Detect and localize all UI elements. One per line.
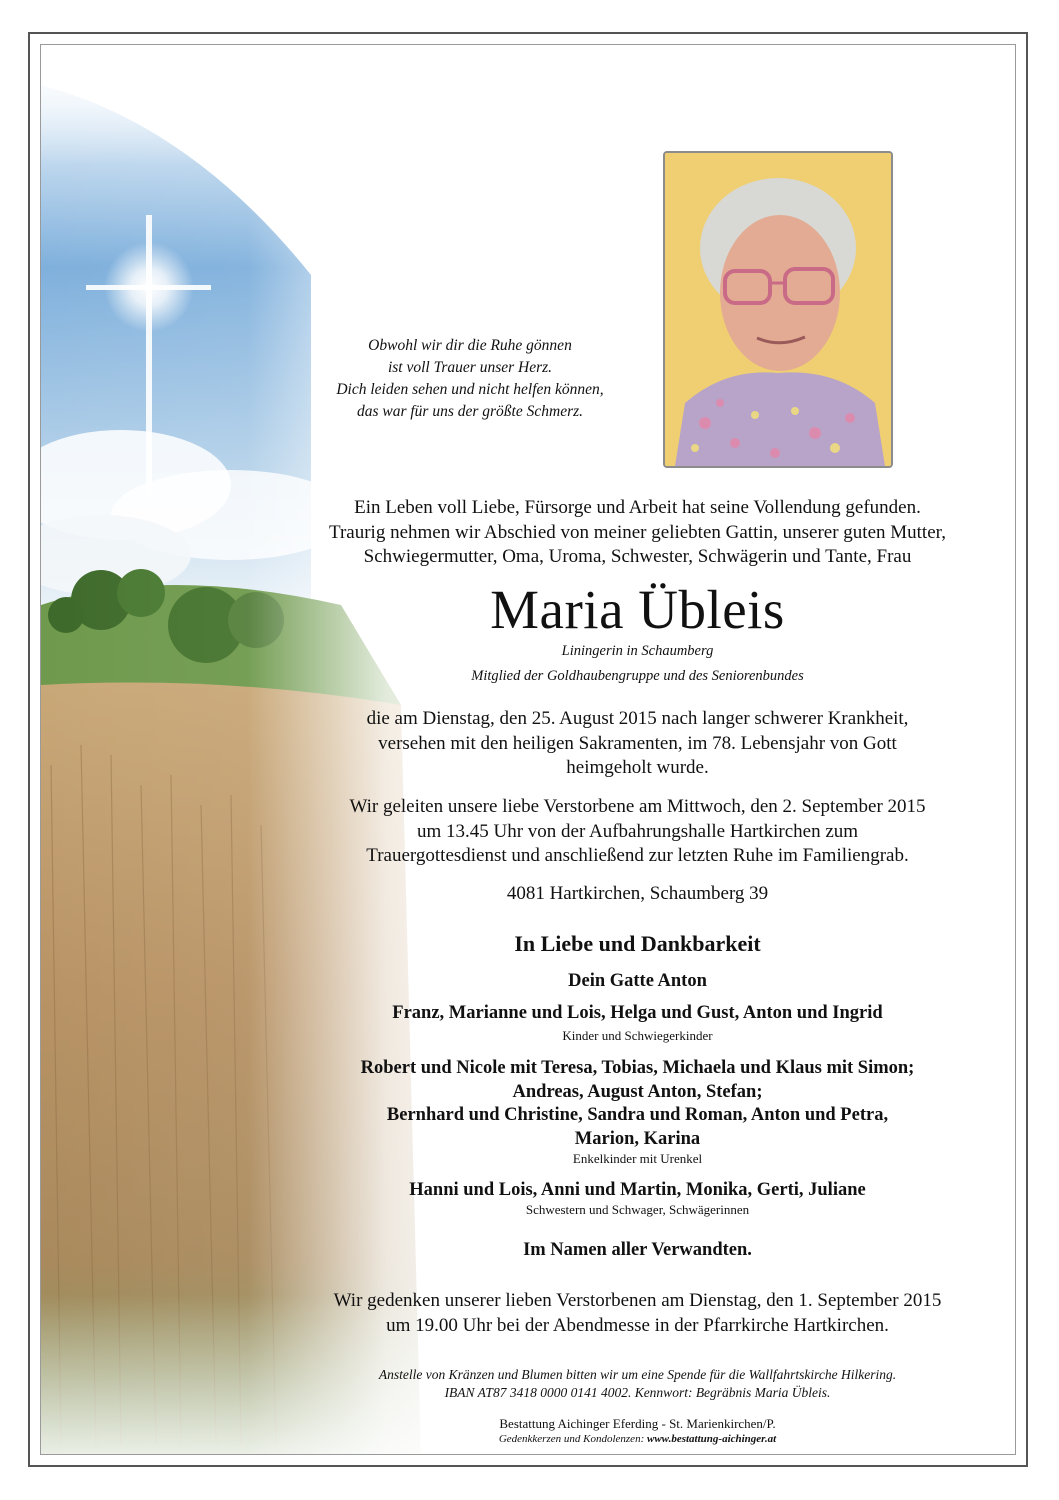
poem-line: Obwohl wir dir die Ruhe gönnen bbox=[368, 337, 572, 354]
funeral-line: um 13.45 Uhr von der Aufbahrungshalle Hartkirchen zum bbox=[416, 820, 859, 842]
donation-line: Anstelle von Kränzen und Blumen bitten wir um eine Spende für die Wallfahrtskirche Hilkering. bbox=[378, 1367, 897, 1382]
death-line: die am Dienstag, den 25. August 2015 nach langer schwerer Krankheit, bbox=[366, 708, 909, 729]
siblings-label: Schwestern und Schwager, Schwägerinnen bbox=[525, 1202, 750, 1217]
grandchildren-line: Bernhard und Christine, Sandra und Roman, Anton und Petra, bbox=[386, 1105, 889, 1125]
donation-line: IBAN AT87 3418 0000 0141 4002. Kennwort: Begräbnis Maria Übleis. bbox=[444, 1385, 831, 1400]
address: 4081 Hartkirchen, Schaumberg 39 bbox=[506, 883, 769, 904]
deceased-subtitle: Liningerin in Schaumberg bbox=[561, 643, 714, 659]
children-label: Kinder und Schwiegerkinder bbox=[562, 1028, 713, 1043]
memorial-line: um 19.00 Uhr bei der Abendmesse in der Pfarrkirche Hartkirchen. bbox=[386, 1314, 889, 1336]
grandchildren-line: Andreas, August Anton, Stefan; bbox=[512, 1081, 763, 1102]
grandchildren-line: Robert und Nicole mit Teresa, Tobias, Michaela und Klaus mit Simon; bbox=[360, 1058, 915, 1078]
funeral-line: Wir geleiten unsere liebe Verstorbene am Mittwoch, den 2. September 2015 bbox=[349, 796, 926, 817]
intro-text bbox=[255, 496, 1020, 570]
relatives: Im Namen aller Verwandten. bbox=[523, 1240, 752, 1260]
memorial-notice bbox=[280, 1289, 995, 1338]
grandchildren-line: Marion, Karina bbox=[574, 1128, 701, 1149]
intro-line: Schwiegermutter, Oma, Uroma, Schwester, Schwägerin und Tante, Frau bbox=[363, 546, 912, 567]
poem-line: ist voll Trauer unser Herz. bbox=[387, 359, 553, 376]
intro-line: Ein Leben voll Liebe, Fürsorge und Arbeit hat seine Vollendung gefunden. bbox=[354, 497, 921, 518]
funeral-notice bbox=[280, 795, 995, 869]
spouse: Dein Gatte Anton bbox=[568, 971, 707, 991]
poem-line: das war für uns der größte Schmerz. bbox=[356, 403, 584, 420]
undertaker-website-link[interactable]: www.bestattung-aichinger.at bbox=[646, 1433, 777, 1445]
grandchildren bbox=[280, 1057, 995, 1151]
funeral-line: Trauergottesdienst und anschließend zur letzten Ruhe im Familiengrab. bbox=[366, 845, 909, 866]
grandchildren-label: Enkelkinder mit Urenkel bbox=[572, 1151, 703, 1166]
mourners-heading: In Liebe und Dankbarkeit bbox=[514, 931, 761, 956]
donation-notice bbox=[280, 1366, 995, 1402]
memorial-line: Wir gedenken unserer lieben Verstorbenen am Dienstag, den 1. September 2015 bbox=[333, 1290, 942, 1311]
siblings: Hanni und Lois, Anni und Martin, Monika, Gerti, Juliane bbox=[409, 1180, 866, 1200]
condolence-prefix: Gedenkkerzen und Kondolenzen: bbox=[498, 1433, 645, 1445]
children: Franz, Marianne und Lois, Helga und Gust, Anton und Ingrid bbox=[392, 1003, 883, 1023]
death-notice bbox=[280, 707, 995, 781]
poem-line: Dich leiden sehen und nicht helfen können, bbox=[336, 381, 604, 398]
poem bbox=[300, 335, 640, 423]
intro-line: Traurig nehmen wir Abschied von meiner geliebten Gattin, unserer guten Mutter, bbox=[329, 521, 946, 543]
death-line: heimgeholt wurde. bbox=[566, 757, 709, 778]
death-line: versehen mit den heiligen Sakramenten, im 78. Lebensjahr von Gott bbox=[378, 732, 897, 754]
undertaker-name: Bestattung Aichinger Eferding - St. Marienkirchen/P. bbox=[499, 1416, 776, 1431]
portrait-illustration bbox=[665, 153, 891, 466]
condolence-info bbox=[280, 1433, 995, 1445]
deceased-name: Maria Übleis bbox=[490, 579, 785, 640]
portrait-photo bbox=[663, 151, 893, 468]
deceased-membership: Mitglied der Goldhaubengruppe und des Seniorenbundes bbox=[471, 668, 804, 684]
